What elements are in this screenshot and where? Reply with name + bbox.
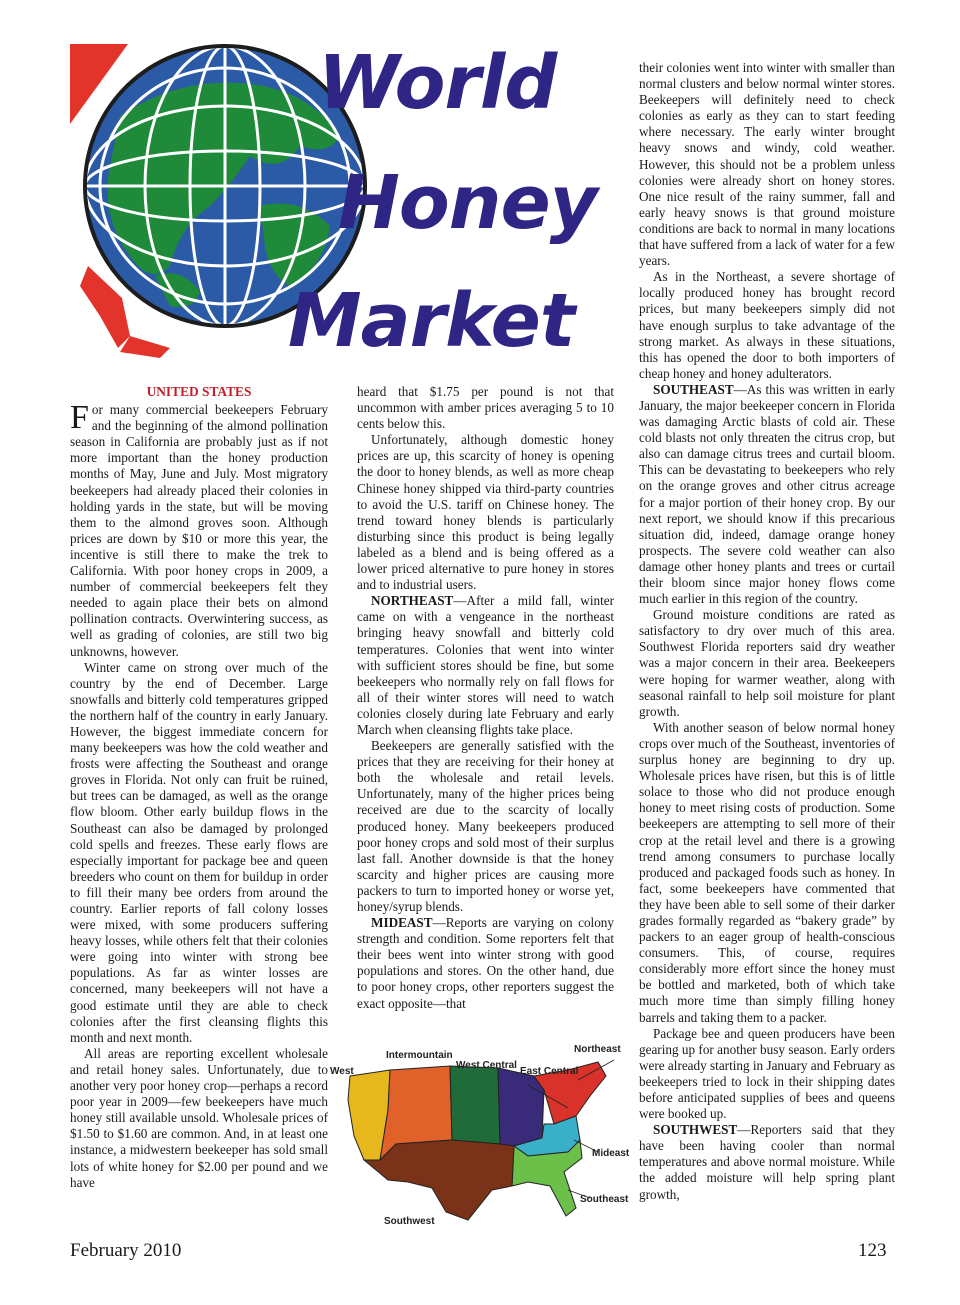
map-label-west: West bbox=[330, 1066, 354, 1077]
drop-cap: F bbox=[70, 399, 89, 437]
section-heading-united-states: UNITED STATES bbox=[146, 384, 252, 399]
masthead-word-world: World bbox=[318, 40, 557, 126]
article-paragraph: Beekeepers are generally satisfied with the prices that they are receiving for their honey at both the wholesale and retail levels. Unfortunately, many of the higher prices being received are due to the scarcity of locally produced honey. Many beekeepers produced poor honey crops and sold most of their surplus last fall. Another downside is that the honey scarcity and higher prices are causing more packers to turn to imported honey or worse yet, honey/syrup blends. bbox=[357, 738, 614, 914]
map-label-southwest: Southwest bbox=[384, 1216, 435, 1227]
article-paragraph: MIDEAST—Reports are varying on colony strength and condition. Some reporters felt that their bees went into winter strong with good populations and stores. On the other hand, due to poor honey crops, other reporters suggest the exact opposite—that bbox=[357, 915, 614, 1011]
article-column-2 bbox=[357, 384, 614, 1012]
map-label-east-central: East Central bbox=[520, 1066, 579, 1077]
article-paragraph: Winter came on strong over much of the country by the end of December. Large snowfalls and bitterly cold temperatures gripped the northern half of the country in early January. However, the biggest immediate concern for many beekeepers was how the cold weather and frosts were affecting the Southeast and orange groves in Florida. Not only can fruit be ruined, but trees can be damaged, as well as the orange flow bloom. Other early buildup flows in the Southeast can also be damaged by prolonged cold spells and freezes. These early flows are especially important for package bee and queen breeders who count on them for buildup in order to fill their many bee orders from around the country. Earlier reports of fall colony losses were mixed, with some producers suffering heavy losses, while others felt that their colonies were going into winter with strong bee populations. As far as winter losses are concerned, many beekeepers will not have a good estimate until they are able to check colonies after the first cleansing flights this month and next month. bbox=[70, 659, 328, 1045]
article-paragraph: All areas are reporting excellent wholesale and retail honey sales. Unfortunately, due to another very poor honey crop—perhaps a record poor year in 2009—few beekeepers have much honey still available unsold. Wholesale prices of $1.50 to $1.60 are common. And, in at least one instance, a midwestern beekeeper has sold small lots of white honey for $2.00 per pound and we have bbox=[70, 1045, 328, 1190]
masthead-word-honey: Honey bbox=[338, 160, 597, 246]
map-label-mideast: Mideast bbox=[592, 1148, 630, 1159]
article-paragraph: For many commercial beekeepers February and the beginning of the almond pollination season in California are probably just as if not more important than the honey production months of May, June and July. Most migratory beekeepers had already placed their colonies in holding yards in the state, but will be moving them to the almond groves soon. Although prices are down by $10 or more this year, the incentive is still there to make the trek to California. With poor honey crops in 2009, a number of commercial beekeepers felt they needed to again place their bets on almond pollination contracts. Overwintering success, as well as grading of colonies, are still two big unknowns, however. bbox=[70, 399, 328, 659]
region-heading-southeast: SOUTHEAST bbox=[653, 381, 734, 397]
map-label-northeast: Northeast bbox=[574, 1044, 621, 1055]
page-number: 123 bbox=[858, 1240, 887, 1261]
us-regions-map bbox=[328, 1040, 636, 1235]
article-paragraph: With another season of below normal honey crops over much of the Southeast, inventories of surplus honey are beginning to dry up. Wholesale prices have risen, but this is of little solace to those who did not produce enough honey to meet rising costs of production. Some beekeepers are attempting to sell more of their crop at the retail level and there is a growing trend among consumers to purchase locally produced and packaged foods such as honey. In fact, some beekeepers have commented that they have been able to sell some of their darker grades formally regarded as “bakery grade” by packers to an eager group of health-conscious consumers. This, of course, requires considerably more effort since the honey must be bottled and marketed, both of which take much more time than simply filling honey barrels and taking them to a packer. bbox=[639, 719, 895, 1025]
article-column-1 bbox=[70, 384, 328, 1191]
map-label-intermountain: Intermountain bbox=[386, 1050, 453, 1061]
article-paragraph: heard that $1.75 per pound is not that uncommon with amber prices averaging 5 to 10 cents below this. bbox=[357, 384, 614, 432]
region-heading-mideast: MIDEAST bbox=[371, 915, 433, 931]
article-paragraph: Package bee and queen producers have been gearing up for another busy season. Early orders were already starting in January and February as beekeepers tried to lock in their shipping dates before anticipated supplies of bees and queens were booked up. bbox=[639, 1025, 895, 1122]
map-label-southeast: Southeast bbox=[580, 1194, 629, 1205]
article-column-3 bbox=[639, 60, 895, 1203]
region-heading-northeast: NORTHEAST bbox=[371, 593, 454, 609]
footer-date: February 2010 bbox=[70, 1240, 182, 1261]
article-paragraph: As in the Northeast, a severe shortage of locally produced honey has brought record prices, but many beekeepers simply did not have enough surplus to take advantage of the strong market. As always in these situations, this has opened the door to both importers of cheap honey and honey adulterators. bbox=[639, 269, 895, 381]
masthead-word-market: Market bbox=[288, 278, 575, 364]
region-west-central bbox=[450, 1066, 500, 1144]
article-paragraph: NORTHEAST—After a mild fall, winter came on with a vengeance in the northeast bringing heavy snowfall and bitterly cold temperatures. Colonies that went into winter with sufficient stores should be fine, but some beekeepers who normally rely on fall flows for all of their winter stores will need to watch colonies closely during late February and early March when cleansing flights take place. bbox=[357, 593, 614, 737]
article-paragraph: SOUTHWEST—Reporters said that they have been having cooler than normal temperatures and above normal moisture. While the added moisture will help spring plant growth, bbox=[639, 1122, 895, 1202]
article-paragraph: their colonies went into winter with smaller than normal clusters and below normal winter stores. Beekeepers will definitely need to check colonies as early as they can to start feeding where necessary. The early winter brought heavy snows and windy, cold weather. However, this should not be a problem unless colonies were already short on honey stores. One nice result of the rainy summer, fall and early heavy snows is that ground moisture conditions are back to normal in many locations that have suffered from a lack of water for a few years. bbox=[639, 60, 895, 269]
article-paragraph: SOUTHEAST—As this was written in early January, the major beekeeper concern in Florida was damaging Arctic blasts of cold air. These cold blasts not only threaten the citrus crop, but also can damage citrus trees and curtail bloom. This can be devastating to beekeepers who rely on the orange groves and other citrus acreage for a major portion of their honey crop. By our next report, we should know if this precarious situation did, indeed, damage orange honey prospects. The severe cold weather can also damage other honey plants and trees or curtail their bloom since major honey flows come much earlier in this region of the country. bbox=[639, 381, 895, 607]
map-label-west-central: West Central bbox=[456, 1060, 517, 1071]
article-paragraph: Ground moisture conditions are rated as satisfactory to dry over much of this area. Southwest Florida reporters said dry weather was a major concern in their area. Beekeepers were hoping for warmer weather, along with seasonal rainfall to help soil moisture for plant growth. bbox=[639, 607, 895, 719]
region-heading-southwest: SOUTHWEST bbox=[653, 1122, 738, 1138]
article-paragraph: Unfortunately, although domestic honey prices are up, this scarcity of honey is opening the door to honey blends, as well as more cheap Chinese honey shipped via third-party countries to avoid the U.S. tariff on Chinese honey. The trend toward honey blends is particularly disturbing since this product is being legally labeled as a blend and is being offered as a lower priced alternative to pure honey in stores and to industrial users. bbox=[357, 432, 614, 593]
